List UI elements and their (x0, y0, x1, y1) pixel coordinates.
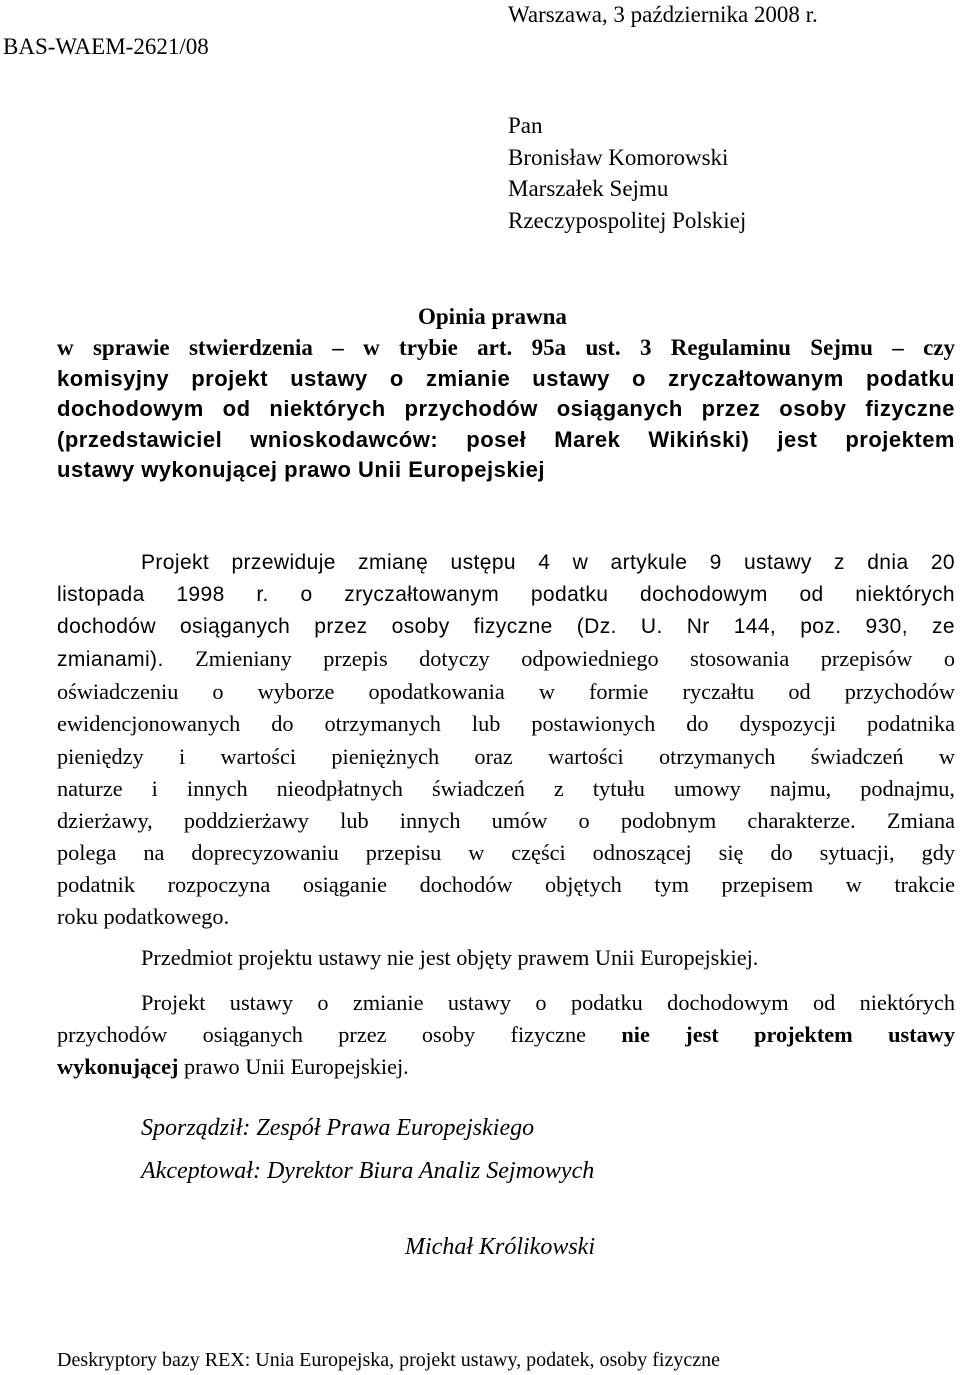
addressee-country: Rzeczypospolitej Polskiej (508, 207, 747, 233)
paragraph-line: roku podatkowego. (57, 904, 230, 930)
document-signature: BAS-WAEM-2621/08 (3, 34, 209, 59)
paragraph-line: dochodów osiąganych przez osoby fizyczne (Dz. U. Nr 144, poz. 930, ze (57, 615, 955, 639)
paragraph-fragment: przychodów osiąganych przez osoby fizyczne (57, 1022, 622, 1048)
paragraph-eu-scope: Przedmiot projektu ustawy nie jest objęty prawem Unii Europejskiej. (141, 945, 759, 970)
subject-line: ustawy wykonującej prawo Unii Europejskiej (57, 457, 546, 483)
paragraph-line: pieniędzy i wartości pieniężnych oraz wartości otrzymanych świadczeń w (57, 743, 955, 769)
conclusion-emphasis: wykonującej (57, 1054, 179, 1080)
addressee-salutation: Pan (508, 113, 543, 138)
paragraph-line (57, 643, 955, 676)
document-subject (57, 333, 955, 486)
signer-name: Michał Królikowski (405, 1234, 595, 1260)
document-date: Warszawa, 3 października 2008 r. (508, 2, 818, 27)
paragraph-line (57, 1051, 955, 1083)
addressee-position: Marszałek Sejmu (508, 176, 669, 201)
paragraph-fragment: zmianami). (57, 648, 164, 672)
paragraph-line: dzierżawy, poddzierżawy lub innych umów o podobnym charakterze. Zmiana (57, 807, 955, 833)
subject-line: w sprawie stwierdzenia – w trybie art. 95a ust. 3 Regulaminu Sejmu – czy (57, 335, 955, 360)
paragraph-line: polega na doprecyzowaniu przepisu w części odnoszącej się do sytuacji, gdy (57, 839, 955, 865)
paragraph-fragment: prawo Unii Europejskiej. (178, 1054, 409, 1080)
addressee-name: Bronisław Komorowski (508, 144, 729, 170)
prepared-by: Sporządził: Zespół Prawa Europejskiego (141, 1115, 535, 1141)
paragraph-line: naturze i innych nieodpłatnych świadczeń z tytułu umowy najmu, podnajmu, (57, 775, 955, 801)
paragraph-line: listopada 1998 r. o zryczałtowanym podatku dochodowym od niektórych (57, 583, 955, 607)
paragraph-line: Projekt ustawy o zmianie ustawy o podatku dochodowym od niektórych (141, 990, 955, 1015)
paragraph-conclusion (57, 987, 955, 1083)
addressee-block (508, 110, 746, 236)
subject-line: komisyjny projekt ustawy o zmianie ustawy o zryczałtowanym podatku (57, 365, 955, 391)
paragraph-line: podatnik rozpoczyna osiąganie dochodów objętych tym przepisem w trakcie (57, 871, 955, 897)
paragraph-fragment: Zmieniany przepis dotyczy odpowiedniego stosowania przepisów o (163, 646, 955, 672)
subject-line: (przedstawiciel wnioskodawców: poseł Marek Wikiński) jest projektem (57, 426, 955, 452)
paragraph-project-description (57, 547, 955, 933)
paragraph-line: oświadczeniu o wyborze opodatkowania w formie ryczałtu od przychodów (57, 679, 955, 705)
document-title: Opinia prawna (418, 304, 567, 329)
rex-descriptors: Deskryptory bazy REX: Unia Europejska, projekt ustawy, podatek, osoby fizyczne (57, 1349, 720, 1371)
subject-line: dochodowym od niektórych przychodów osiąganych przez osoby fizyczne (57, 396, 955, 422)
accepted-by: Akceptował: Dyrektor Biura Analiz Sejmowych (141, 1158, 595, 1184)
conclusion-emphasis: nie jest projektem ustawy (621, 1022, 955, 1048)
paragraph-line: ewidencjonowanych do otrzymanych lub postawionych do dyspozycji podatnika (57, 711, 955, 737)
paragraph-line: Projekt przewiduje zmianę ustępu 4 w artykule 9 ustawy z dnia 20 (141, 551, 955, 574)
paragraph-line (57, 1019, 955, 1051)
